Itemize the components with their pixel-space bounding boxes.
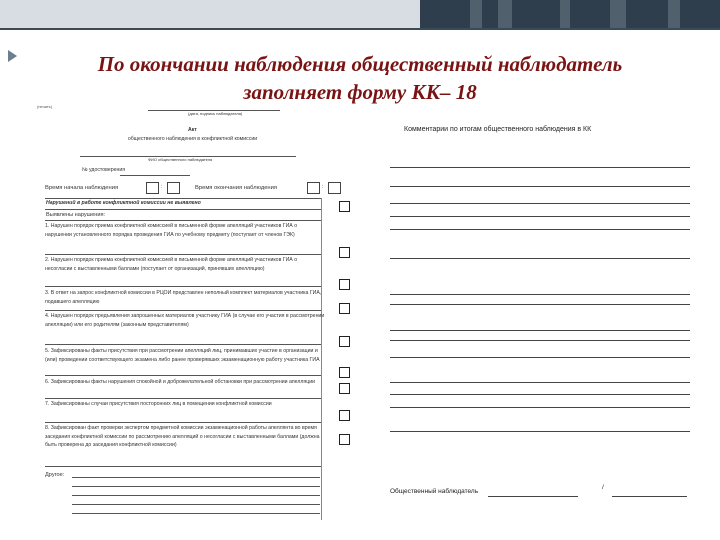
act-subtitle: общественного наблюдения в конфликтной комиссии — [127, 136, 258, 142]
checkbox-item-1[interactable] — [339, 247, 350, 258]
violation-item-4: 4. Нарушен порядок предъявления запрошенных материалов участнику ГИА (в случае его участия в рассмотрении апелляции) или его родителям (законным представителям) — [45, 313, 325, 328]
start-minutes-box[interactable] — [167, 182, 180, 194]
other-label: Другое: — [45, 472, 65, 478]
checkbox-item-6[interactable] — [339, 383, 350, 394]
violation-item-7: 7. Зафиксированы случаи присутствия посторонних лиц в помещении конфликтной комиссии — [45, 401, 272, 407]
violation-item-6: 6. Зафиксированы факты нарушения спокойной и доброжелательной обстановки при рассмотрении апелляции — [45, 379, 315, 385]
checkbox-item-4[interactable] — [339, 336, 350, 347]
start-hours-box[interactable] — [146, 182, 159, 194]
violations-header: Выявлены нарушения: — [46, 212, 106, 218]
comments-document — [388, 126, 693, 506]
end-minutes-box[interactable] — [328, 182, 341, 194]
slide-title-line1: По окончании наблюдения общественный наблюдатель — [97, 52, 623, 76]
checkbox-item-8[interactable] — [339, 434, 350, 445]
signature-caption: (дата, подпись наблюдателя) — [188, 111, 243, 116]
end-time-label: Время окончания наблюдения — [195, 185, 278, 191]
violation-item-8: 8. Зафиксирован факт проверки экспертом предметной комиссии экзаменационной работы апеллянта во время заседания конфликтной комиссии по рассмотрению апелляций о несогласии с выставленными баллами (должна быть проверена до заседания конфликтной комиссии) — [45, 425, 320, 449]
cert-label: № удостоверения — [82, 167, 126, 173]
checkbox-item-7[interactable] — [339, 410, 350, 421]
fio-caption: ФИО общественного наблюдателя — [148, 157, 213, 162]
observer-signature-label: Общественный наблюдатель — [390, 488, 479, 495]
violation-item-2: 2. Нарушен порядок приема конфликтной комиссией в письменной форме апелляций участников ГИА о несогласии с выставленными баллами (поступает от организаций, принявших апелляцию) — [45, 257, 298, 272]
form-document — [30, 104, 355, 520]
act-title: Акт — [188, 127, 197, 133]
checkbox-item-2[interactable] — [339, 279, 350, 290]
no-violations-label: Нарушений в работе конфликтной комиссии не выявлено — [46, 200, 201, 206]
end-hours-box[interactable] — [307, 182, 320, 194]
violation-item-3: 3. В ответ на запрос конфликтной комиссии в РЦОИ представлен неполный комплект материалов участника ГИА, подавшего апелляцию — [45, 290, 322, 305]
header-band — [0, 0, 720, 30]
checkbox-item-3[interactable] — [339, 303, 350, 314]
checkbox-no-violations[interactable] — [339, 201, 350, 212]
violation-item-5: 5. Зафиксированы факты присутствия при рассмотрении апелляций лиц, принимавших участие в организации и (или) проведении соответствующего экзамена либо ранее проверявших экзаменационную работу участника ГИА — [45, 348, 320, 363]
start-colon: : — [161, 184, 163, 190]
start-time-label: Время начала наблюдения — [45, 185, 119, 191]
comments-title: Комментарии по итогам общественного наблюдения в КК — [404, 126, 592, 133]
signature-slash: / — [602, 484, 604, 491]
stamp-label: (печать) — [37, 104, 53, 109]
checkbox-item-5[interactable] — [339, 367, 350, 378]
end-colon: : — [322, 184, 324, 190]
slide-title-line2: заполняет форму КК– 18 — [243, 80, 477, 104]
violation-item-1: 1. Нарушен порядок приема конфликтной комиссией в письменной форме апелляций участников ГИА о нарушении установленного порядка проведения ГИА по учебному предмету (поступает от членов ГЭК) — [45, 223, 298, 238]
